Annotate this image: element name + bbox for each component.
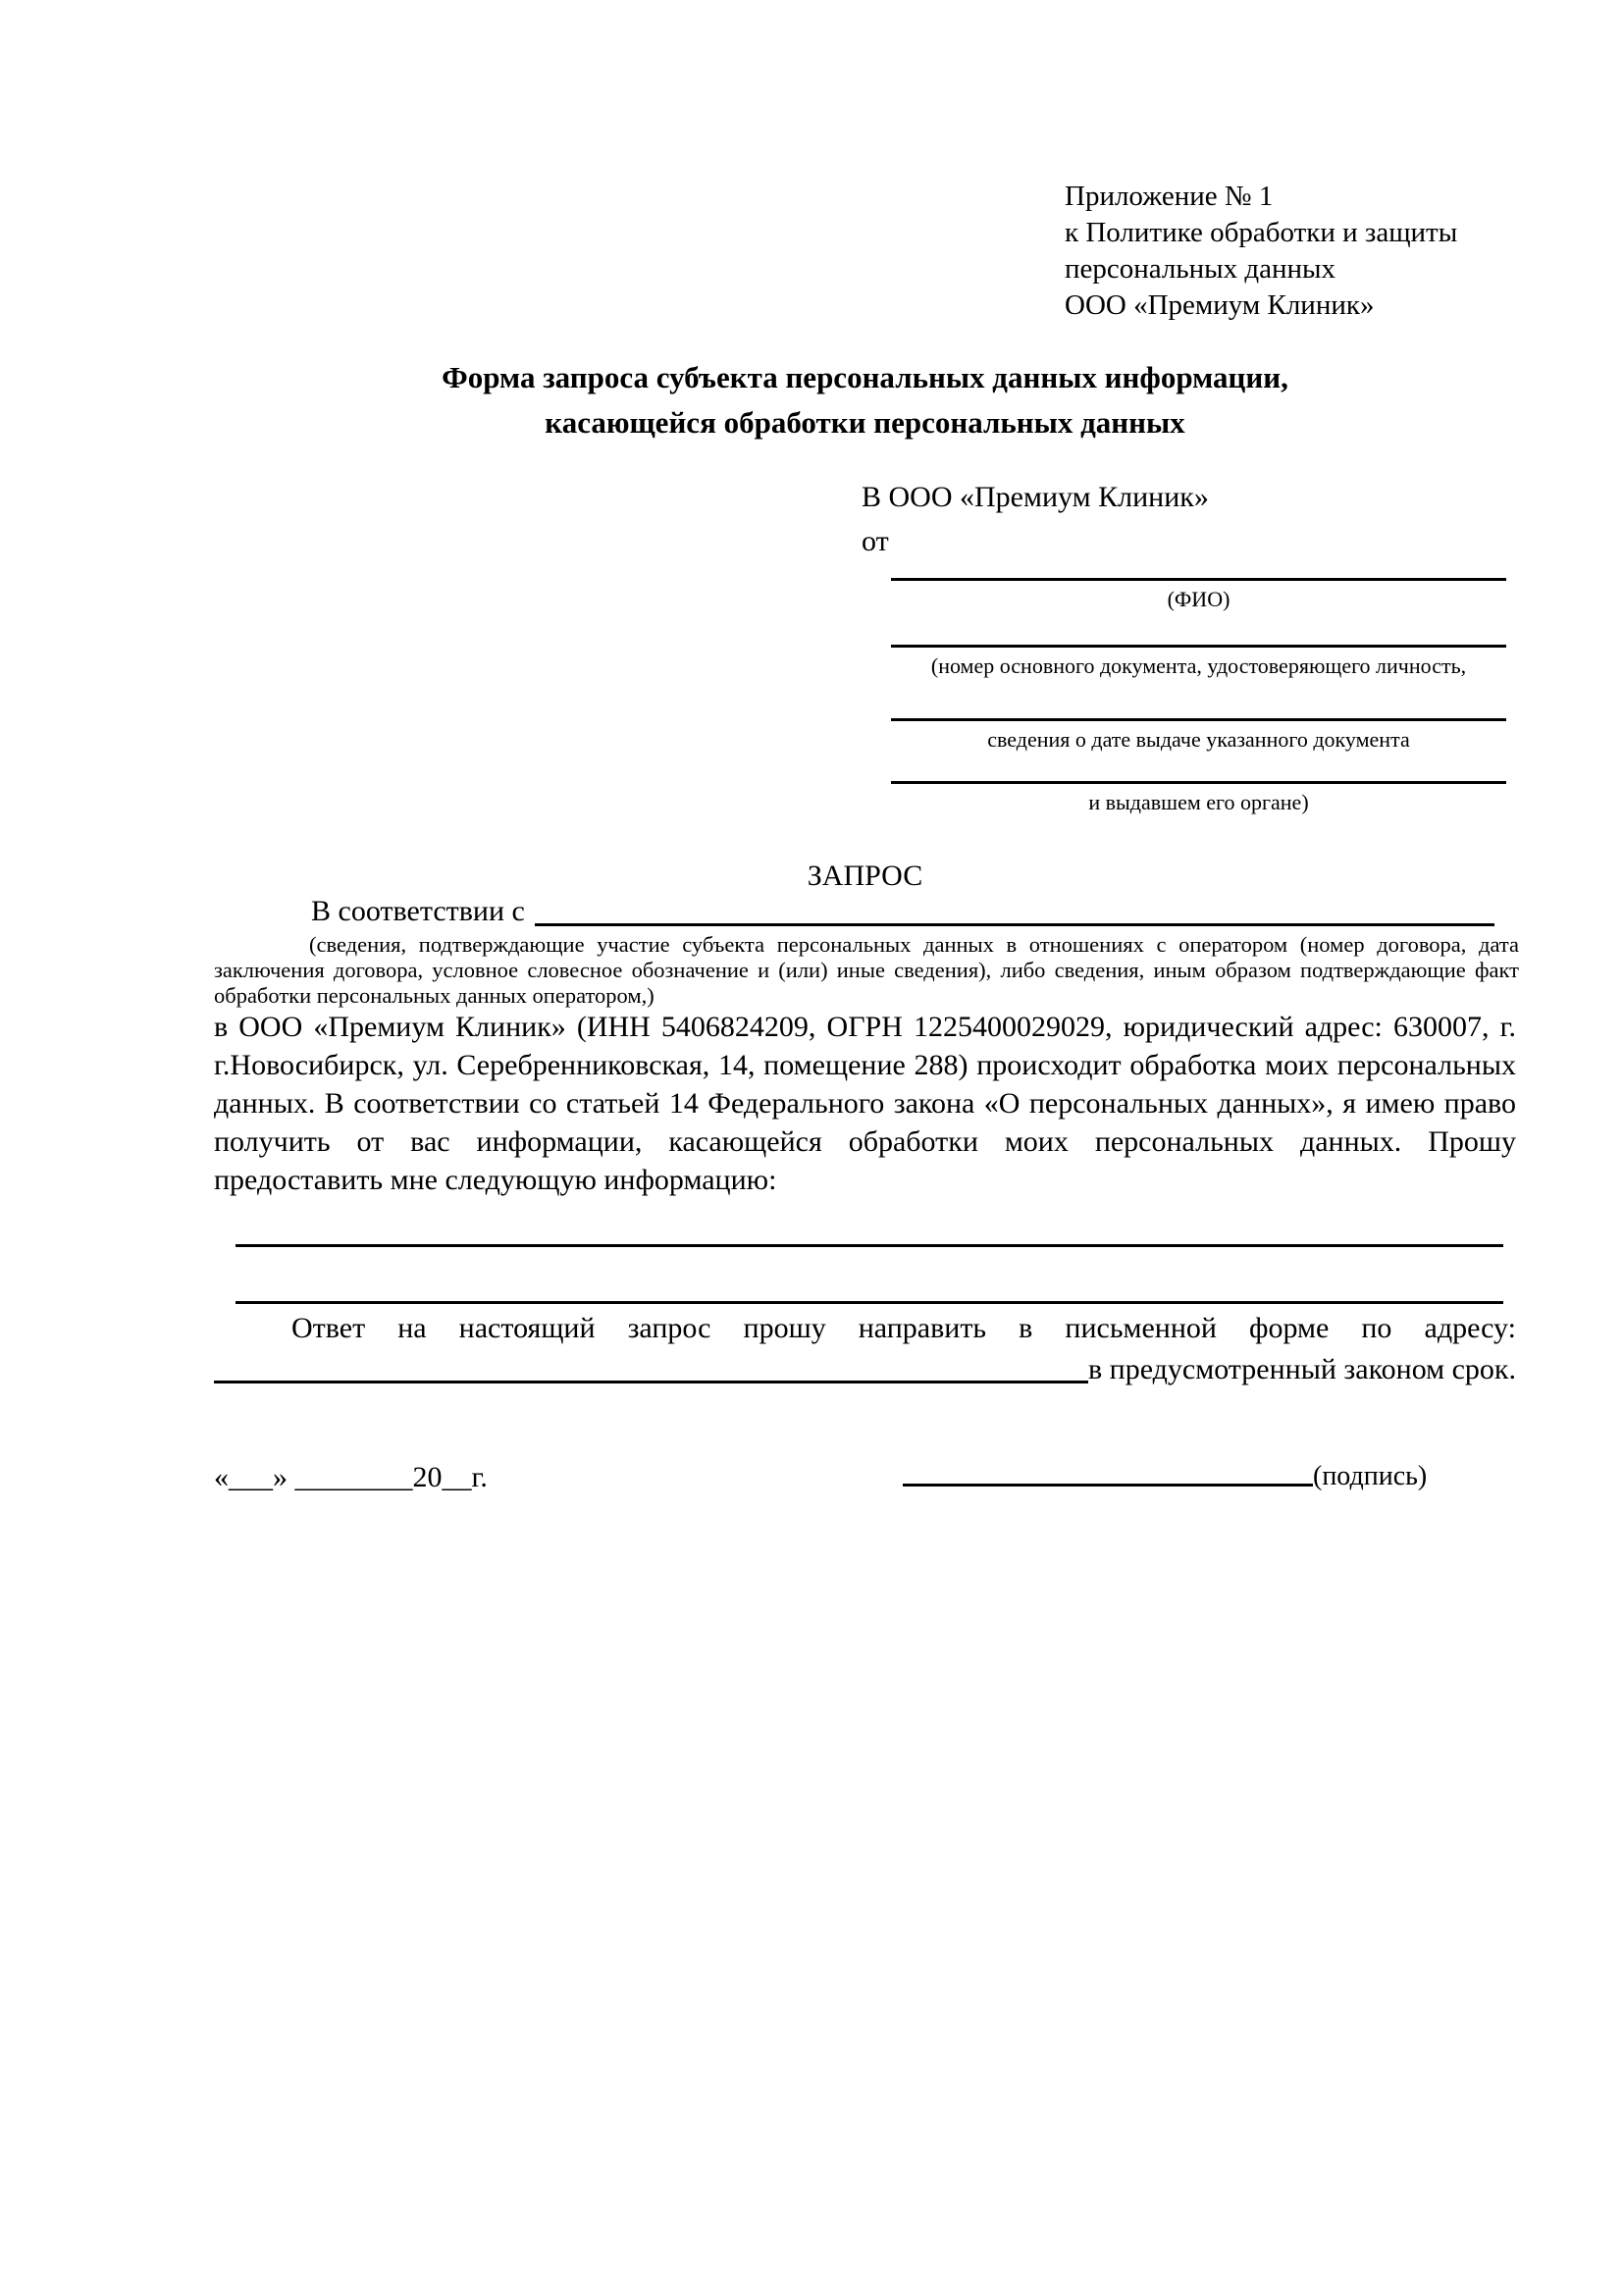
addressee-from-label: от <box>862 525 889 557</box>
signature-field-line[interactable] <box>903 1454 1313 1487</box>
basis-lead-text: В соответствии с <box>311 895 525 927</box>
reply-address-field-line[interactable] <box>214 1350 1088 1383</box>
requested-info-field-line-1[interactable] <box>236 1215 1503 1247</box>
appendix-header <box>1065 179 1457 324</box>
fio-field-caption: (ФИО) <box>1167 587 1230 611</box>
requested-info-field-line-2[interactable] <box>236 1272 1503 1304</box>
appendix-header-line: ООО «Премиум Клиник» <box>1065 289 1375 321</box>
addressee-to: В ООО «Премиум Клиник» <box>862 481 1209 513</box>
document-number-field-caption: (номер основного документа, удостоверяющего личность, <box>930 653 1467 678</box>
signature-caption: (подпись) <box>1313 1461 1428 1491</box>
appendix-header-line: Приложение № 1 <box>1065 181 1274 212</box>
appendix-header-line: персональных данных <box>1065 253 1336 285</box>
appendix-header-line: к Политике обработки и защиты <box>1065 217 1458 248</box>
date-blank[interactable]: «___» ________20__г. <box>214 1461 488 1493</box>
basis-field-line[interactable] <box>535 893 1494 926</box>
issue-date-field-line[interactable] <box>891 718 1506 721</box>
issuing-authority-field-line[interactable] <box>891 781 1506 784</box>
reply-sentence: Ответ на настоящий запрос прошу направить в письменной форме по адресу: <box>291 1312 1516 1344</box>
document-number-field-line[interactable] <box>891 645 1506 648</box>
issuing-authority-field-caption: и выдавшем его органе) <box>1088 790 1309 814</box>
title-line-1: Форма запроса субъекта персональных данных информации, <box>442 360 1288 394</box>
request-heading: ЗАПРОС <box>807 860 923 892</box>
issue-date-field-caption: сведения о дате выдаче указанного документа <box>987 727 1410 752</box>
request-body-paragraph: в ООО «Премиум Клиник» (ИНН 5406824209, ОГРН 1225400029029, юридический адрес: 630007, г. г.Новосибирск, ул. Серебренниковская, 14, помещение 288) происходит обработка моих персональных данных. В соответствии со статьей 14 Федерального закона «О персональных данных», я имею право получить от вас информации, касающейся обработки моих персональных данных. Прошу предоставить мне следующую информацию: <box>214 1011 1516 1196</box>
basis-row <box>214 893 1516 930</box>
basis-note-text: (сведения, подтверждающие участие субъекта персональных данных в отношениях с оператором (номер договора, дата заключения договора, условное словесное обозначение и (или) иные сведения), либо сведения, иным образом подтверждающие факт обработки персональных данных оператором,) <box>214 932 1519 1008</box>
document-title <box>214 355 1516 445</box>
reply-tail-text: в предусмотренный законом срок. <box>1088 1353 1516 1385</box>
fio-field-line[interactable] <box>891 578 1506 581</box>
reply-address-row <box>214 1350 1516 1389</box>
title-line-2: касающейся обработки персональных данных <box>545 405 1185 440</box>
